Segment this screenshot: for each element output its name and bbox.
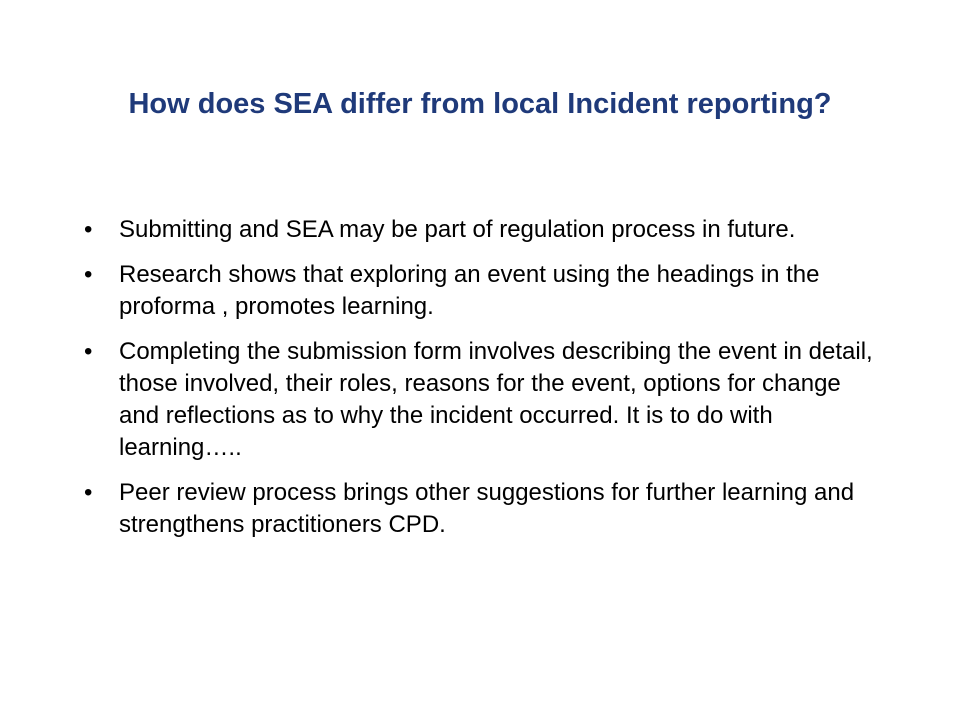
bullet-text: Submitting and SEA may be part of regulation process in future.	[119, 216, 796, 243]
bullet-text: Research shows that exploring an event using the headings in the proforma , promotes learning.	[119, 261, 820, 320]
bullet-text: Completing the submission form involves describing the event in detail, those involved, their roles, reasons for the event, options for change and reflections as to why the incident occurred. It is to do with learning…..	[119, 338, 873, 461]
bullet-item	[0, 336, 960, 464]
bullet-list	[0, 214, 960, 554]
slide-title: How does SEA differ from local Incident reporting?	[128, 88, 832, 120]
bullet-text: Peer review process brings other suggestions for further learning and strengthens practitioners CPD.	[119, 479, 855, 538]
bullet-dot-icon: •	[84, 479, 93, 506]
bullet-dot-icon: •	[84, 216, 93, 243]
bullet-dot-icon: •	[84, 338, 93, 365]
bullet-item	[0, 477, 960, 541]
bullet-dot-icon: •	[84, 261, 93, 288]
bullet-item	[0, 259, 960, 323]
bullet-item	[0, 214, 960, 246]
